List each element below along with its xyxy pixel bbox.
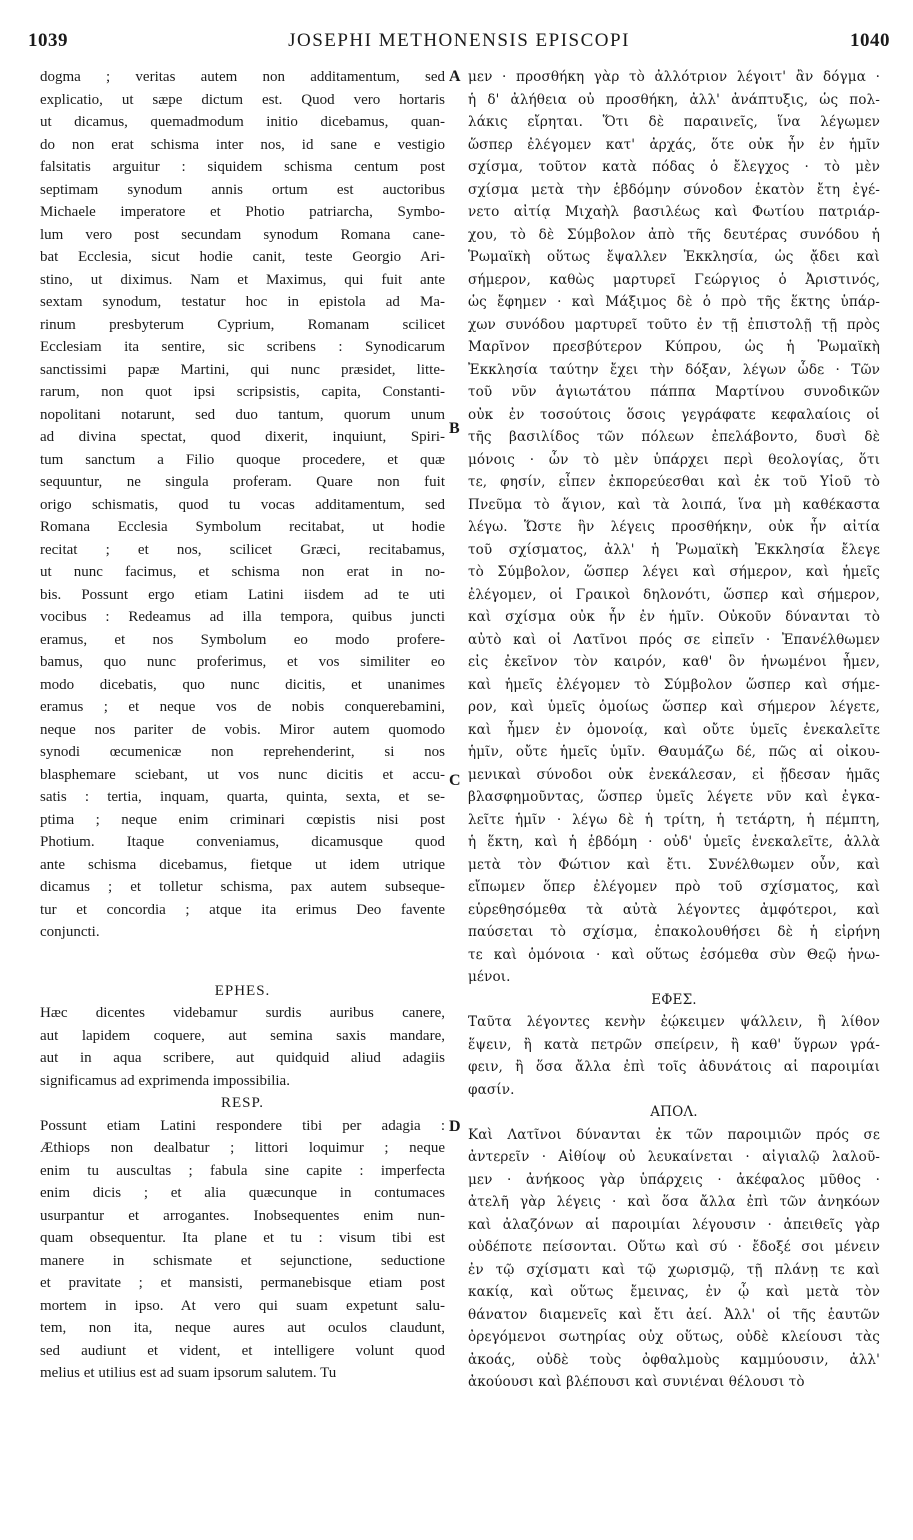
text-line: νετο αἰτίᾳ Μιχαὴλ βασιλέως καὶ Φωτίου πατριάρ- xyxy=(468,204,880,220)
text-line: eramus ; et neque vos de nobis conquerebamini, xyxy=(40,699,445,715)
text-line: Æthiops non dealbatur ; littori loquimur ; neque xyxy=(40,1140,445,1156)
text-line: manere in schismate et sejunctione, seductione xyxy=(40,1252,445,1269)
text-line: et pravitate ; et mansisti, permanebisque etiam post xyxy=(40,1275,445,1291)
text-line: tem, non ita, neque aures aut oculos claudunt, xyxy=(40,1320,445,1336)
page-header xyxy=(28,30,890,58)
greek-column xyxy=(468,66,880,1394)
text-line: quam obsequentur. Ita plane et tu : visum tibi est xyxy=(40,1230,445,1246)
text-line: σήμερον, καθὼς μαρτυρεῖ Γεώργιος ὁ Ἀριστινός, xyxy=(468,271,880,288)
text-line: κακίᾳ, καὶ οὕτως ἔμεινας, ἐν ᾧ καὶ μετὰ τὸν xyxy=(468,1284,880,1300)
text-line: usurpantur et arrogantes. Inobsequentes enim nun- xyxy=(40,1207,445,1224)
text-line: aut lapidem coquere, aut semina saxis mandare, xyxy=(40,1027,445,1044)
text-line: bat Ecclesia, sicut hodie canit, teste Georgio Ari- xyxy=(40,249,445,265)
text-line: θάνατον διαμενεῖς καὶ ἔτι ἀεί. Ἀλλ' οἱ τῆς ἑαυτῶν xyxy=(468,1306,880,1323)
text-line: χων συνόδου μαρτυρεῖ τοῦτο ἐν τῇ ἐπιστολῇ τῇ πρὸς xyxy=(468,316,880,333)
text-line: origo schismatis, quod tu vocas additamentum, sed xyxy=(40,496,445,513)
text-line: Possunt etiam Latini respondere tibi per adagia : xyxy=(40,1117,445,1134)
text-line: bis. Possunt ergo etiam Latini iisdem ad te uti xyxy=(40,586,445,603)
text-line: enim tu auscultas ; fabula sine capite : imperfecta xyxy=(40,1162,445,1179)
text-line: enim dicis ; et alia quæcunque in contumaces xyxy=(40,1185,445,1201)
text-line: μετὰ τὸν Φώτιον καὶ ἔτι. Συνέλθωμεν οὖν, καὶ xyxy=(468,856,880,873)
text-line: aut in aqua scribere, aut quidquid aliud adagiis xyxy=(40,1050,445,1066)
latin-paragraph-1 xyxy=(40,66,445,944)
text-line: stino, ut diximus. Nam et Maximus, qui fuit ante xyxy=(40,271,445,288)
text-line: synodi œcumenicæ non reprehenderint, si nos xyxy=(40,744,445,760)
latin-paragraph-2 xyxy=(40,1002,445,1092)
text-line: καὶ ἀλαζόνων αἱ παροιμίαι λέγουσιν · ἀπειθεῖς γὰρ xyxy=(468,1216,880,1233)
text-line: septimam synodum annis ortum est auctoribus xyxy=(40,181,445,198)
text-line: ἕψειν, ἢ κατὰ πετρῶν σπείρειν, ἢ καθ' ὕγρων γρά- xyxy=(468,1036,880,1053)
text-line: ὥσπερ ἐλέγομεν κατ' ἀρχάς, ὅτε οὐκ ἦν ἐν ἡμῖν xyxy=(468,136,880,153)
text-line: Ῥωμαϊκὴ οὕτως ἔψαλλεν Ἐκκλησία, ὡς ᾄδει καὶ xyxy=(468,249,880,265)
text-line: melius et utilius est ad suam ipsorum salutem. Tu xyxy=(40,1365,337,1381)
text-line: μενικαὶ σύνοδοι οὐκ ἐνεκάλεσαν, εἰ ᾔδεσαν ἡμᾶς xyxy=(468,766,880,783)
text-line: ἡ δ' ἀλήθεια οὐ προσθήκη, ἀλλ' ἀνάπτυξις, ὡς πολ- xyxy=(468,91,880,108)
text-line: οὐδέποτε πείσονται. Οὕτω καὶ σύ · ἔδοξέ σοι μένειν xyxy=(468,1239,880,1255)
text-line: bamus, quo nunc proferimus, et vos similiter eo xyxy=(40,654,445,670)
greek-paragraph-3 xyxy=(468,1124,880,1394)
greek-heading-ephes: ΕΦΕΣ. xyxy=(651,991,697,1008)
text-line: σχίσμα, τοῦτον κατὰ πόδας ὁ ἔλεγχος · τὸ μὲν xyxy=(468,159,880,175)
text-line: σχίσμα μετὰ τὴν ἑβδόμην σύνοδον ἑκατὸν ἔτη ἐγέ- xyxy=(468,181,880,198)
text-line: λέγω. Ὥστε ἣν λέγεις προσθήκην, οὐκ ἦν αἰτία xyxy=(468,519,880,535)
margin-letter-b: B xyxy=(449,420,460,437)
text-line: neque nos pariter de vobis. Miror autem quomodo xyxy=(40,721,445,738)
text-line: παύσεται τὸ σχίσμα, ἐπακολουθήσει δὲ ἡ εἰρήνη xyxy=(468,924,880,940)
text-line: modo dicebatis, quo nunc dicitis, et unanimes xyxy=(40,676,445,693)
text-line: βλασφημοῦντας, ὥσπερ ὑμεῖς λέγετε νῦν καὶ ἐγκα- xyxy=(468,789,880,805)
text-line: do non erat schisma inter nos, id sane e vestigio xyxy=(40,136,445,153)
text-line: ἐλέγομεν, οἱ Γραικοὶ δηλονότι, ὥσπερ καὶ σήμερον, xyxy=(468,586,880,603)
text-line: sanctissimi papæ Martini, qui nunc præsidet, litte- xyxy=(40,361,445,378)
text-line: Καὶ Λατῖνοι δύνανται ἐκ τῶν παροιμιῶν πρός σε xyxy=(468,1126,880,1143)
text-line: Hæc dicentes videbamur surdis auribus canere, xyxy=(40,1005,445,1021)
text-line: recitat ; et nos, scilicet Græci, recitabamus, xyxy=(40,541,445,558)
text-line: καὶ σχίσμα οὐκ ἦν ἐν ἡμῖν. Οὐκοῦν δύνανται τὸ xyxy=(468,609,880,625)
text-line: ad divina spectat, quod dixerit, inquiunt, Spiri- xyxy=(40,429,445,445)
text-line: ut dicamus, quemadmodum initio dicebamus, quan- xyxy=(40,114,445,130)
text-line: Ἐκκλησία ταύτην ἔχει τὴν δόξαν, λέγων ὧδε · Τῶν xyxy=(468,361,880,378)
text-line: ptima ; neque enim criminari cœpistis nisi post xyxy=(40,811,445,828)
text-line: μεν · προσθήκη γὰρ τὸ ἀλλότριον λέγοιτ' ἂν δόγμα · xyxy=(468,69,880,85)
text-line: μεν · ἀνήκοος γὰρ ὑπάρχεις · ἀκέφαλος μῦθος · xyxy=(468,1171,880,1188)
text-line: rinum presbyterum Cyprium, Romanam scilicet xyxy=(40,316,445,333)
text-line: τε καὶ ὁμόνοια · καὶ οὕτως ἐσόμεθα σὺν Θεῷ ἡνω- xyxy=(468,946,880,963)
text-line: εὑρεθησόμεθα τὰ αὐτὰ λέγοντες ἀμφότεροι, καὶ xyxy=(468,901,880,918)
text-line: mortem in ipso. At vero qui suam expetunt salu- xyxy=(40,1297,445,1314)
text-line: ἀτελῆ γὰρ λέγεις · καὶ ὅσα ἄλλα ἐπὶ τῶν ἀνηκόων xyxy=(468,1194,880,1210)
latin-column xyxy=(40,66,445,1385)
text-line: dicamus ; et tolletur schisma, pax autem subseque- xyxy=(40,879,445,895)
text-line: vocibus : Redeamus ad illa tempora, quibus juncti xyxy=(40,609,445,625)
text-line: lum vero post secundam synodum Romana cane- xyxy=(40,226,445,243)
text-line: Πνεῦμα τὸ ἅγιον, καὶ τὰ λοιπά, ἵνα μὴ καθέκαστα xyxy=(468,496,880,513)
greek-heading-apol: ΑΠΟΛ. xyxy=(650,1104,698,1120)
text-line: τε, φησίν, εἶπεν ἐκπορεύεσθαι καὶ ἐκ τοῦ Υἱοῦ τὸ xyxy=(468,474,880,490)
latin-heading-ephes: EPHES. xyxy=(214,982,271,999)
text-line: ἀκούουσι καὶ βλέπουσι καὶ συνιέναι θέλουσι τὸ xyxy=(468,1374,805,1390)
text-line: sed audiunt et vident, et intelligere volunt quod xyxy=(40,1342,445,1359)
text-line: nopolitani notarunt, sed duo tantum, quorum unum xyxy=(40,406,445,423)
text-line: μόνοις · ὧν τὸ μὲν ὑπάρχει περὶ θεολογίας, ὅτι xyxy=(468,451,880,468)
margin-letter-a: A xyxy=(449,68,461,85)
text-line: οὐκ ἐν τοσούτοις ὅσοις γεγράφατε κεφαλαίοις οἱ xyxy=(468,406,880,423)
running-title: JOSEPHI METHONENSIS EPISCOPI xyxy=(288,30,630,51)
text-line: ὀρεγόμενοι σωτηρίας οὐχ οὕτως, οὐδὲ κλείουσι τὰς xyxy=(468,1329,880,1345)
text-line: τοῦ σχίσματος, ἀλλ' ἡ Ῥωμαϊκὴ Ἐκκλησία ἔλεγε xyxy=(468,541,880,558)
margin-letter-c: C xyxy=(449,772,461,789)
text-line: φειν, ἢ ὅσα ἄλλα ἐπὶ τοῖς ἀδυνάτοις αἱ παροιμίαι xyxy=(468,1059,880,1075)
page-number-right: 1040 xyxy=(850,30,890,51)
text-line: eramus, et nos Symbolum eo modo profere- xyxy=(40,631,445,648)
text-line: ἡ ἕκτη, καὶ ἡ ἑβδόμη · οὐδ' ὑμεῖς ἐνεκαλεῖτε, ἀλλὰ xyxy=(468,834,880,850)
text-line: Ταῦτα λέγοντες κενὴν ἐῴκειμεν ψάλλειν, ἢ λίθον xyxy=(468,1014,880,1030)
text-line: dogma ; veritas autem non additamentum, sed xyxy=(40,69,445,85)
text-line: Photium. Itaque conveniamus, dicamusque quod xyxy=(40,834,445,850)
text-line: conjuncti. xyxy=(40,924,100,940)
page-number-left: 1039 xyxy=(28,30,68,51)
text-line: satis : tertia, inquam, quarta, quinta, sexta, et se- xyxy=(40,789,445,805)
text-line: ὡς ἔφημεν · καὶ Μάξιμος δὲ ὁ πρὸ τῆς ἕκτης ὑπάρ- xyxy=(468,294,880,310)
greek-paragraph-1 xyxy=(468,66,880,989)
text-line: καὶ ἡμεῖς ἐλέγομεν τὸ Σύμβολον ὥσπερ καὶ σήμε- xyxy=(468,676,880,693)
text-line: sequuntur, ne singula proferam. Quare non fuit xyxy=(40,474,445,490)
latin-heading-resp: RESP. xyxy=(221,1095,264,1111)
text-line: ut nunc facimus, et schisma non erat in no- xyxy=(40,564,445,580)
margin-letter-d: D xyxy=(449,1118,461,1135)
text-line: χου, τὸ δὲ Σύμβολον ἀπὸ τῆς δευτέρας συνόδου ἡ xyxy=(468,226,880,243)
text-line: ρον, καὶ ὑμεῖς ὁμοίως ὥσπερ καὶ σήμερον λέγετε, xyxy=(468,699,880,715)
text-line: λάκις εἴρηται. Ὅτι δὲ παραινεῖς, ἵνα λέγωμεν xyxy=(468,114,880,130)
text-line: εἰς ἐκεῖνον τὸν καιρόν, καθ' ὃν ἡνωμένοι ἦμεν, xyxy=(468,654,880,670)
text-line: sextam synodum, testatur hoc in epistola ad Ma- xyxy=(40,294,445,310)
text-line: significamus ad exprimenda impossibilia. xyxy=(40,1072,290,1089)
text-line: ἀκοάς, οὐδὲ τοὺς ὀφθαλμοὺς καμμύουσιν, ἀλλ' xyxy=(468,1351,880,1368)
greek-paragraph-2 xyxy=(468,1011,880,1101)
text-line: blasphemare sciebant, ut vos nunc dicitis et accu- xyxy=(40,766,445,783)
text-line: τοῦ νῦν ἁγιωτάτου πάππα Μαρτίνου συνοδικῶν xyxy=(468,384,880,400)
text-line: Ecclesiam ita sentire, sic scribens : Synodicarum xyxy=(40,339,445,355)
text-line: explicatio, ut sæpe dictum est. Quod vero hortaris xyxy=(40,91,445,108)
text-line: Μαρῖνον πρεσβύτερον Κύπρου, ὡς ἡ Ῥωμαϊκὴ xyxy=(468,339,880,355)
text-line: Romana Ecclesia Symbolum recitabat, ut hodie xyxy=(40,519,445,535)
text-line: ante schisma dicebamus, fietque ut idem utrique xyxy=(40,856,445,873)
text-line: τὸ Σύμβολον, ὥσπερ λέγει καὶ σήμερον, καὶ ἡμεῖς xyxy=(468,564,880,580)
text-line: ἡμῖν, οὔτε ἡμεῖς ὑμῖν. Θαυμάζω δέ, πῶς αἱ οἰκου- xyxy=(468,744,880,760)
text-line: tur et concordia ; atque ita erimus Deo favente xyxy=(40,901,445,918)
text-line: εἴπωμεν ὅπερ ἐλέγομεν πρὸ τοῦ σχίσματος, καὶ xyxy=(468,879,880,895)
latin-paragraph-3 xyxy=(40,1115,445,1385)
text-line: τῆς βασιλίδος τῶν πόλεων ἐπελάβοντο, δυσὶ δὲ xyxy=(468,429,880,445)
text-line: καὶ ἦμεν ἐν ὁμονοίᾳ, καὶ οὔτε ὑμεῖς ἐνεκαλεῖτε xyxy=(468,721,880,738)
text-line: ἀντερεῖν · Αἰθίοψ οὐ λευκαίνεται · αἰγιαλῷ λαλοῦ- xyxy=(468,1149,880,1165)
text-line: ἐν τῷ σχίσματι καὶ τῷ χωρισμῷ, τῇ πλάνῃ τε καὶ xyxy=(468,1261,880,1278)
text-line: φασίν. xyxy=(468,1081,515,1098)
text-line: μένοι. xyxy=(468,969,511,985)
text-line: Michaele imperatore et Photio patriarcha, Symbo- xyxy=(40,204,445,220)
text-line: rarum, non quot ipsi scripsistis, capita, Constanti- xyxy=(40,384,445,400)
text-line: tum sanctum a Filio quoque procedere, et quæ xyxy=(40,451,445,468)
text-line: αὐτὸ καὶ οἱ Λατῖνοι πρός σε εἰπεῖν · Ἐπανέλθωμεν xyxy=(468,631,880,648)
text-line: falsitatis arguitur : siquidem schisma centum post xyxy=(40,159,445,175)
text-line: λεῖτε ἡμῖν · λέγω δὲ ἡ τρίτη, ἡ τετάρτη, ἡ πέμπτη, xyxy=(468,811,880,828)
